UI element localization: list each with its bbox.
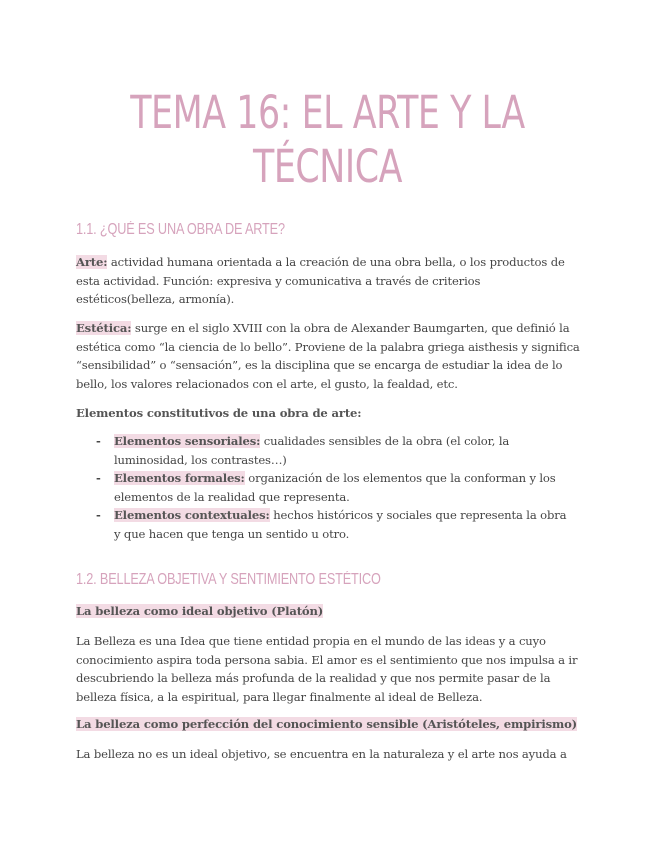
title-line-2: TÉCNICA [253, 140, 402, 193]
list-item [76, 506, 576, 543]
estetica-definition [76, 319, 582, 393]
list-item [76, 469, 576, 506]
element-text: cualidades sensibles de la obra (el color, la luminosidad, los contrastes…) [114, 434, 510, 467]
subheading-aristoteles [76, 715, 582, 734]
element-term: Elementos contextuales: [114, 508, 270, 523]
elements-heading: Elementos constitutivos de una obra de arte: [76, 406, 362, 420]
subheading-platon [76, 602, 582, 621]
subheading-platon-text: La belleza como ideal objetivo (Platón) [76, 604, 324, 618]
arte-text: actividad humana orientada a la creación de una obra bella, o los productos de esta actividad. Función: expresiva y comunicativa a través de criterios estéticos(belleza, armonía). [76, 255, 565, 307]
list-dash: - [96, 508, 101, 523]
section-2-heading: 1.2. BELLEZA OBJETIVA Y SENTIMIENTO ESTÉTICO [76, 571, 381, 588]
arte-definition [76, 253, 582, 309]
title-line-1: TEMA 16: EL ARTE Y LA [130, 86, 525, 139]
estetica-text: surge en el siglo XVIII con la obra de Alexander Baumgarten, que definió la estética como “la ciencia de lo bello”. Proviene de la palabra griega aisthesis y significa “sensibilidad” o “sensación”, es la disciplina que se encarga de estudiar la idea de lo bello, los valores relacionados con el arte, el gusto, la fealdad, etc. [76, 321, 580, 391]
aristoteles-paragraph: La belleza no es un ideal objetivo, se encuentra en la naturaleza y el arte nos ayuda a [76, 747, 567, 761]
estetica-term: Estética: [76, 321, 132, 335]
element-term: Elementos formales: [114, 471, 245, 486]
list-item [76, 432, 576, 469]
element-text: hechos históricos y sociales que representa la obra y que hacen que tenga un sentido u otro. [114, 508, 567, 541]
list-dash: - [96, 434, 101, 448]
elements-list [76, 432, 576, 544]
section-1-heading: 1.1. ¿QUÉ ES UNA OBRA DE ARTE? [76, 221, 285, 238]
list-dash: - [96, 471, 101, 486]
arte-term: Arte: [76, 255, 108, 269]
platon-paragraph: La Belleza es una Idea que tiene entidad propia en el mundo de las ideas y a cuyo conocimiento aspira toda persona sabia. El amor es el sentimiento que nos impulsa a ir descubriendo la belleza más profunda de la realidad y que nos permite pasar de la belleza física, a la espiritual, para llegar finalmente al ideal de Belleza. [76, 634, 578, 704]
element-term: Elementos sensoriales: [114, 434, 261, 448]
document-title [80, 86, 575, 194]
subheading-aristoteles-text: La belleza como perfección del conocimiento sensible (Aristóteles, empirismo) [76, 717, 577, 731]
element-text: organización de los elementos que la conforman y los elementos de la realidad que representa. [114, 471, 556, 504]
